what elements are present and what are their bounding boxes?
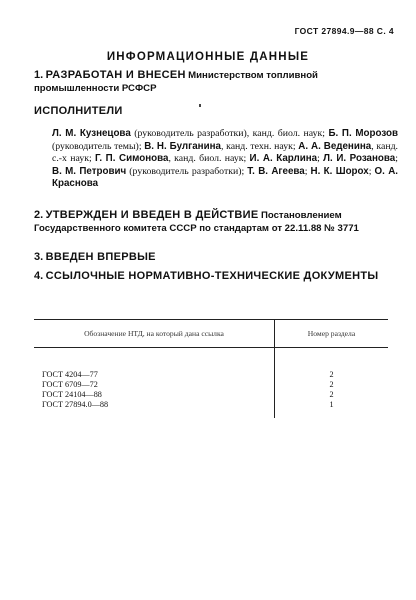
- executor-name: Г. П. Симонова: [95, 153, 169, 165]
- executor-role: , канд. биол. наук;: [168, 153, 250, 165]
- executors-list: [52, 128, 398, 191]
- section-1: [34, 69, 392, 95]
- executor-entry: [52, 166, 247, 177]
- section-2-number: 2.: [34, 209, 44, 221]
- section-4: [34, 270, 392, 283]
- executor-entry: [311, 166, 375, 177]
- table-cell-document: ГОСТ 27894.0—88: [34, 400, 275, 418]
- executor-entry: [144, 141, 298, 152]
- executor-name: Т. В. Агеева: [247, 165, 305, 177]
- table-row: [34, 348, 388, 381]
- table-cell-section: 2: [329, 370, 334, 379]
- table-row: [34, 380, 388, 390]
- executors-title: ИСПОЛНИТЕЛИ: [34, 105, 123, 117]
- table-cell-section: 2: [329, 390, 334, 399]
- section-1-text: Министерством топливной промышленности РСФСР: [34, 70, 318, 94]
- document-title: ИНФОРМАЦИОННЫЕ ДАННЫЕ: [106, 51, 310, 63]
- references-table: [34, 319, 388, 418]
- section-4-number: 4.: [34, 270, 44, 282]
- executor-name: А. А. Веденина: [298, 140, 372, 152]
- executor-name: В. М. Петрович: [52, 165, 127, 177]
- table-row: [34, 400, 388, 418]
- executor-name: О. А. Краснова: [52, 165, 399, 190]
- section-2-text: Постановлением Государственного комитета СССР по стандартам от 22.11.88 № 3771: [34, 210, 359, 234]
- executor-role: ;: [304, 165, 311, 177]
- executor-name: И. А. Карлина: [249, 153, 318, 165]
- page-header: ГОСТ 27894.9—88 С. 4: [294, 26, 394, 36]
- executor-role: , канд. техн. наук;: [220, 140, 299, 152]
- executor-entry: [250, 153, 324, 164]
- section-2-heading: УТВЕРЖДЕН И ВВЕДЕН В ДЕЙСТВИЕ: [45, 209, 259, 221]
- table-cell-document: ГОСТ 4204—77: [34, 348, 275, 381]
- section-3-heading: ВВЕДЕН ВПЕРВЫЕ: [45, 251, 156, 263]
- section-4-heading: ССЫЛОЧНЫЕ НОРМАТИВНО-ТЕХНИЧЕСКИЕ ДОКУМЕНТЫ: [45, 270, 379, 282]
- table-cell-section: 2: [329, 380, 334, 389]
- executor-role: ;: [368, 165, 375, 177]
- executor-role: ;: [317, 153, 324, 165]
- executor-name: Б. П. Морозов: [328, 128, 398, 139]
- executor-entry: [247, 166, 310, 177]
- executor-name: Н. К. Шорох: [310, 165, 369, 177]
- executor-role: (руководитель темы);: [52, 140, 145, 152]
- executor-role: (руководитель разработки);: [126, 165, 248, 177]
- executor-name: Л. М. Кузнецова: [52, 128, 131, 139]
- executor-role: , канд. с.-х наук;: [52, 140, 398, 165]
- section-2: [34, 209, 392, 235]
- section-3: [34, 251, 392, 264]
- executors-heading: [34, 105, 392, 118]
- executor-name: Л. И. Розанова: [323, 153, 396, 165]
- executor-entry: [52, 128, 328, 139]
- executor-entry: [95, 153, 250, 164]
- executor-entry: [323, 153, 398, 164]
- table-cell-document: ГОСТ 6709—72: [34, 380, 275, 390]
- section-3-number: 3.: [34, 251, 44, 263]
- table-cell-section: 1: [329, 400, 334, 409]
- column-header-document: Обозначение НТД, на который дана ссылка: [34, 320, 275, 348]
- table-cell-document: ГОСТ 24104—88: [34, 390, 275, 400]
- section-1-heading: РАЗРАБОТАН И ВНЕСЕН: [45, 69, 186, 81]
- column-header-section: Номер раздела: [275, 320, 389, 348]
- section-1-number: 1.: [34, 69, 44, 81]
- executor-role: ;: [395, 153, 398, 165]
- table-row: [34, 390, 388, 400]
- executor-role: (руководитель разработки), канд. биол. наук;: [130, 128, 329, 139]
- executor-name: В. Н. Булганина: [144, 140, 221, 152]
- table-header-row: [34, 320, 388, 348]
